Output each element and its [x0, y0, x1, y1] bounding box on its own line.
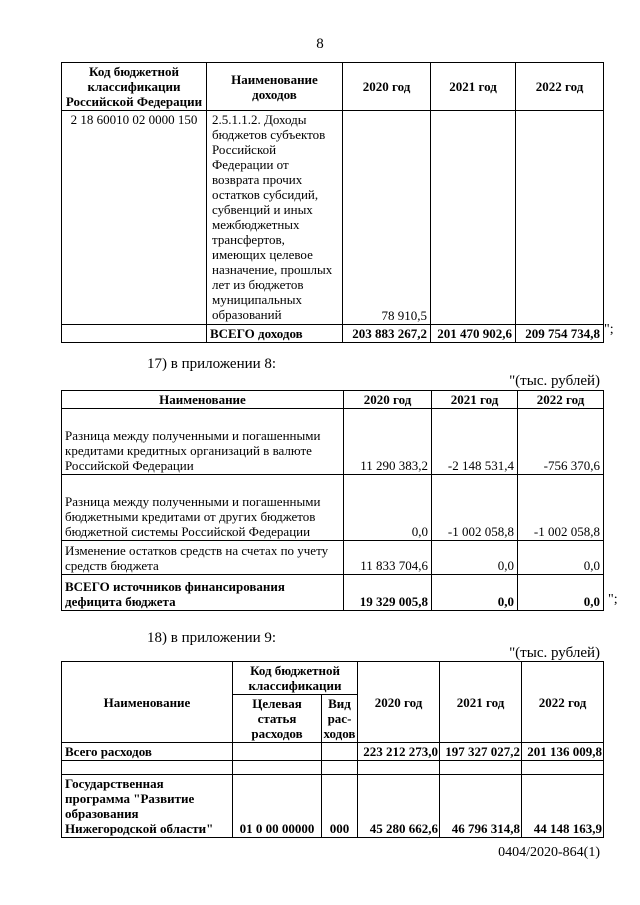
source-row-name: Разница между полученными и погашенными кредитами кредитных организаций в валюте Российской Федерации [62, 409, 344, 475]
sources-table [61, 390, 604, 611]
table1-close-quote: "; [604, 322, 614, 337]
total-2020: 203 883 267,2 [343, 325, 431, 343]
header-budget-code: Код бюджетной классификации [233, 662, 358, 695]
section17-title: 17) в приложении 8: [147, 356, 277, 372]
source-row-2022: 0,0 [518, 541, 604, 575]
header-expense-name: Наименование [62, 662, 233, 743]
empty-cell [322, 761, 358, 775]
source-total-2022: 0,0 [518, 575, 604, 611]
header-2020: 2020 год [358, 662, 440, 743]
row-income-name: 2.5.1.1.2. Доходы бюджетов субъектов Российской Федерации от возврата прочих остатков субсидий, субвенций и иных межбюджетных трансфертов, имеющих целевое назначение, прошлых лет из бюджетов муниципальных образований [207, 111, 343, 325]
source-total-2020: 19 329 005,8 [344, 575, 432, 611]
expense-total-2022: 201 136 009,8 [522, 743, 604, 761]
empty-cell [233, 761, 322, 775]
header-2020: 2020 год [344, 391, 432, 409]
program-2020: 45 280 662,6 [358, 775, 440, 838]
total-code-empty [62, 325, 207, 343]
table2-close-quote: "; [608, 592, 618, 607]
expense-total-target-empty [233, 743, 322, 761]
program-2021: 46 796 314,8 [440, 775, 522, 838]
source-row-2022: -1 002 058,8 [518, 475, 604, 541]
expense-total-2021: 197 327 027,2 [440, 743, 522, 761]
header-2022: 2022 год [518, 391, 604, 409]
row-2022 [516, 111, 604, 325]
header-2020: 2020 год [343, 63, 431, 111]
source-total-name: ВСЕГО источников финансирования дефицита бюджета [62, 575, 344, 611]
program-type: 000 [322, 775, 358, 838]
total-income-name: ВСЕГО доходов [207, 325, 343, 343]
source-row-2021: -1 002 058,8 [432, 475, 518, 541]
header-2022: 2022 год [522, 662, 604, 743]
footer-document-code: 0404/2020-864(1) [498, 845, 600, 860]
source-row-name: Разница между полученными и погашенными бюджетными кредитами от других бюджетов бюджетной системы Российской Федерации [62, 475, 344, 541]
program-2022: 44 148 163,9 [522, 775, 604, 838]
source-total-2021: 0,0 [432, 575, 518, 611]
empty-cell [440, 761, 522, 775]
source-row-name: Изменение остатков средств на счетах по учету средств бюджета [62, 541, 344, 575]
total-2022: 209 754 734,8 [516, 325, 604, 343]
header-2021: 2021 год [432, 391, 518, 409]
empty-cell [62, 761, 233, 775]
section18-title: 18) в приложении 9: [147, 630, 277, 646]
source-row-2021: 0,0 [432, 541, 518, 575]
income-table [61, 62, 604, 343]
source-row-2020: 11 833 704,6 [344, 541, 432, 575]
row-2021 [431, 111, 516, 325]
row-code: 2 18 60010 02 0000 150 [62, 111, 207, 325]
source-row-2022: -756 370,6 [518, 409, 604, 475]
program-name: Государственная программа "Развитие образования Нижегородской области" [62, 775, 233, 838]
section18-unit: "(тыс. рублей) [509, 645, 600, 661]
header-income-name: Наименование доходов [207, 63, 343, 111]
header-code: Код бюджетной классификации Российской Федерации [62, 63, 207, 111]
header-2022: 2022 год [516, 63, 604, 111]
expense-total-name: Всего расходов [62, 743, 233, 761]
empty-cell [522, 761, 604, 775]
source-row-2020: 0,0 [344, 475, 432, 541]
header-target-article: Целевая статья расходов [233, 695, 322, 743]
page-number: 8 [316, 36, 324, 52]
header-source-name: Наименование [62, 391, 344, 409]
empty-cell [358, 761, 440, 775]
total-2021: 201 470 902,6 [431, 325, 516, 343]
header-expense-type: Вид рас-ходов [322, 695, 358, 743]
expense-total-2020: 223 212 273,0 [358, 743, 440, 761]
expense-total-type-empty [322, 743, 358, 761]
header-2021: 2021 год [431, 63, 516, 111]
source-row-2021: -2 148 531,4 [432, 409, 518, 475]
program-target: 01 0 00 00000 [233, 775, 322, 838]
section17-unit: "(тыс. рублей) [509, 373, 600, 389]
row-2020: 78 910,5 [343, 111, 431, 325]
header-2021: 2021 год [440, 662, 522, 743]
expenses-table [61, 661, 604, 838]
source-row-2020: 11 290 383,2 [344, 409, 432, 475]
